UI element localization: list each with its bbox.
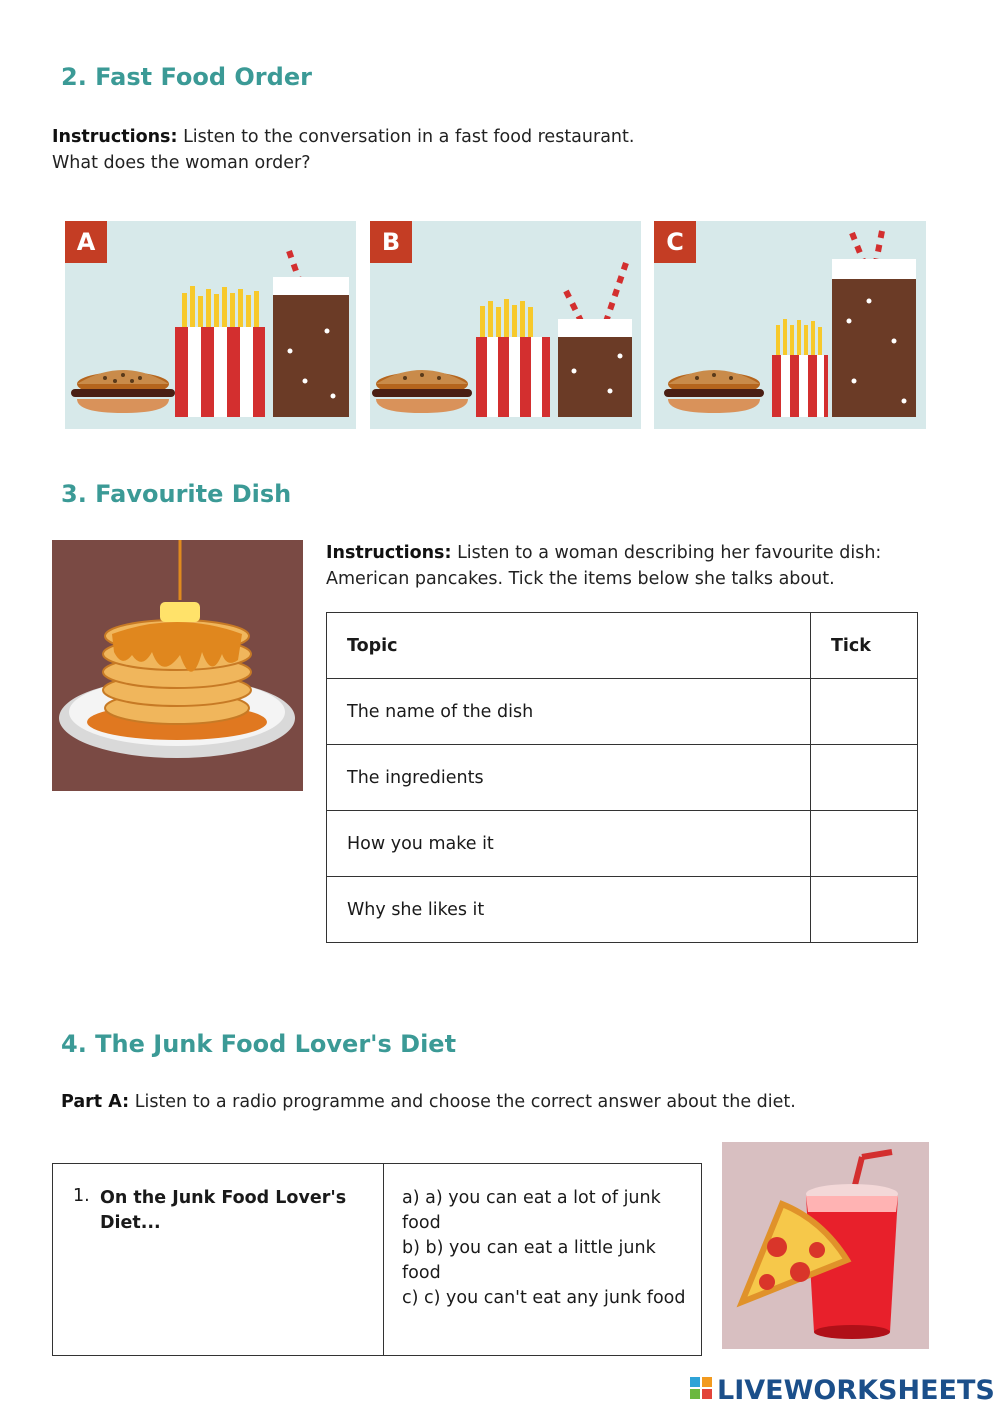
instructions-line-1: Listen to a woman describing her favourite dish: — [457, 543, 882, 563]
topic-cell: The ingredients — [327, 745, 811, 811]
tick-cell[interactable] — [811, 679, 918, 745]
answer-option-a[interactable]: a) a) you can eat a lot of junk food — [402, 1188, 661, 1233]
burger-icon — [372, 370, 472, 413]
pizza-drink-image — [722, 1142, 929, 1349]
table-row — [327, 745, 918, 811]
liveworksheets-logo — [690, 1374, 995, 1406]
instructions-line-1: Listen to the conversation in a fast food restaurant. — [183, 127, 635, 147]
answer-option-b[interactable]: b) b) you can eat a little junk food — [402, 1238, 656, 1283]
pancakes-image — [52, 540, 303, 791]
topic-cell: How you make it — [327, 811, 811, 877]
tick-cell[interactable] — [811, 745, 918, 811]
burger-icon — [664, 370, 764, 413]
question-number: 1. — [73, 1186, 90, 1206]
instructions-label: Instructions: — [326, 543, 452, 563]
brand-name: LIVEWORKSHEETS — [717, 1374, 995, 1406]
fast-food-illustration-a — [65, 221, 356, 429]
cola-drink-icon — [832, 231, 916, 417]
cola-drink-icon — [273, 251, 349, 417]
answer-option-c[interactable]: c) c) you can't eat any junk food — [402, 1288, 686, 1308]
option-letter-b: B — [370, 221, 412, 263]
fries-icon — [476, 299, 550, 417]
section-2-instructions — [52, 124, 752, 176]
table-header-row — [327, 613, 918, 679]
tick-cell[interactable] — [811, 811, 918, 877]
table-row — [327, 877, 918, 943]
section-2-title: 2. Fast Food Order — [61, 63, 312, 91]
answer-options — [402, 1186, 687, 1311]
instructions-line-2: American pancakes. Tick the items below she talks about. — [326, 569, 835, 589]
liveworksheets-mark-icon — [690, 1377, 714, 1403]
fries-icon — [175, 286, 265, 417]
instructions-line-2: What does the woman order? — [52, 153, 311, 173]
pancakes-icon — [52, 540, 303, 791]
option-letter-c: C — [654, 221, 696, 263]
part-label: Part A: — [61, 1092, 130, 1112]
fries-icon — [772, 319, 828, 417]
topic-cell: Why she likes it — [327, 877, 811, 943]
question-box — [52, 1163, 702, 1356]
table-row — [327, 811, 918, 877]
header-tick: Tick — [811, 613, 918, 679]
question-divider — [383, 1164, 384, 1355]
option-letter-a: A — [65, 221, 107, 263]
section-3-instructions — [326, 540, 926, 592]
tick-cell[interactable] — [811, 877, 918, 943]
header-topic: Topic — [327, 613, 811, 679]
cola-drink-icon — [558, 263, 632, 417]
part-text: Listen to a radio programme and choose the correct answer about the diet. — [134, 1092, 796, 1112]
food-option-b[interactable] — [370, 221, 641, 429]
food-option-c[interactable] — [654, 221, 926, 429]
instructions-label: Instructions: — [52, 127, 178, 147]
topics-table — [326, 612, 918, 943]
food-option-a[interactable] — [65, 221, 356, 429]
section-4-title: 4. The Junk Food Lover's Diet — [61, 1030, 457, 1058]
section-3-title: 3. Favourite Dish — [61, 480, 292, 508]
pizza-and-soda-icon — [722, 1142, 929, 1349]
burger-icon — [71, 370, 175, 413]
part-a-instructions — [61, 1089, 961, 1115]
topic-cell: The name of the dish — [327, 679, 811, 745]
question-text: On the Junk Food Lover's Diet... — [100, 1188, 347, 1233]
table-row — [327, 679, 918, 745]
